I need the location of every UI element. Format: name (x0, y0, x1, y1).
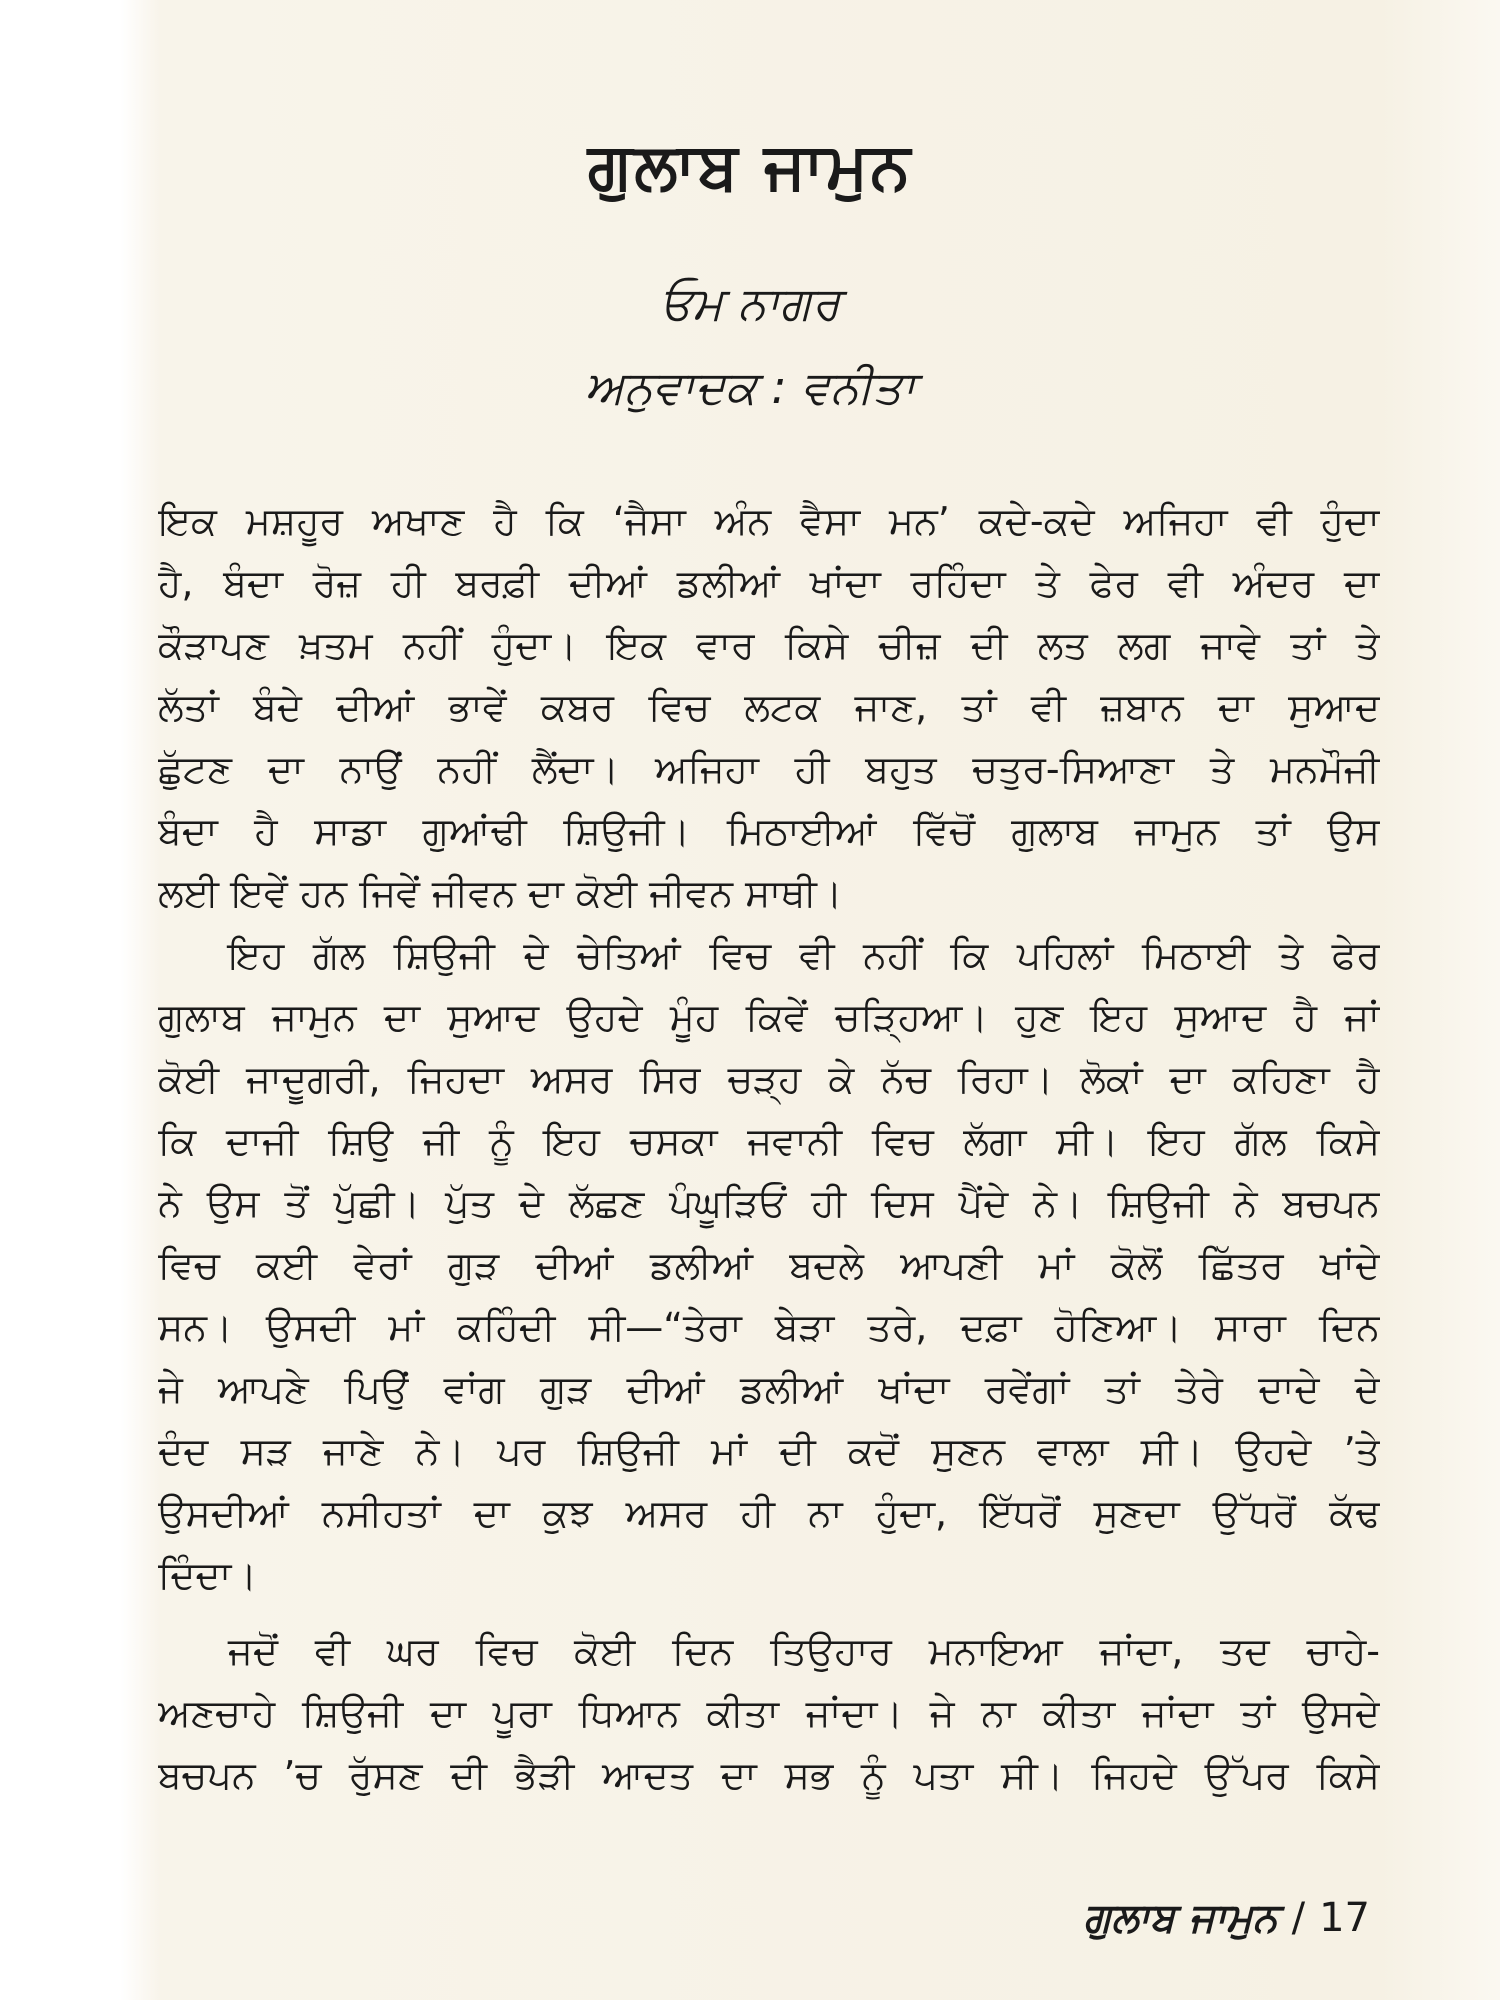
text-line: ਗੁਲਾਬ ਜਾਮੁਨ ਦਾ ਸੁਆਦ ਉਹਦੇ ਮੂੰਹ ਕਿਵੇਂ ਚੜ੍ਹਿਆ। ਹੁਣ ਇਹ ਸੁਆਦ ਹੈ ਜਾਂ (158, 995, 1380, 1039)
paragraph-gap (158, 1606, 1380, 1620)
text-line: ਨੇ ਉਸ ਤੋਂ ਪੁੱਛੀ। ਪੁੱਤ ਦੇ ਲੱਛਣ ਪੰਘੂੜਿਓਂ ਹੀ ਦਿਸ ਪੈਂਦੇ ਨੇ। ਸ਼ਿਉਜੀ ਨੇ ਬਚਪਨ (158, 1181, 1380, 1225)
text-line: ਉਸਦੀਆਂ ਨਸੀਹਤਾਂ ਦਾ ਕੁਝ ਅਸਰ ਹੀ ਨਾ ਹੁੰਦਾ, ਇੱਧਰੋਂ ਸੁਣਦਾ ਉੱਧਰੋਂ ਕੱਢ (158, 1491, 1380, 1535)
text-line: ਕੌੜਾਪਣ ਖ਼ਤਮ ਨਹੀਂ ਹੁੰਦਾ। ਇਕ ਵਾਰ ਕਿਸੇ ਚੀਜ਼ ਦੀ ਲਤ ਲਗ ਜਾਵੇ ਤਾਂ ਤੇ (158, 623, 1380, 667)
text-line: ਜਦੋਂ ਵੀ ਘਰ ਵਿਚ ਕੋਈ ਦਿਨ ਤਿਉਹਾਰ ਮਨਾਇਆ ਜਾਂਦਾ, ਤਦ ਚਾਹੇ- (228, 1629, 1380, 1673)
text-line: ਬੰਦਾ ਹੈ ਸਾਡਾ ਗੁਆਂਢੀ ਸ਼ਿਉਜੀ। ਮਿਠਾਈਆਂ ਵਿੱਚੋਂ ਗੁਲਾਬ ਜਾਮੁਨ ਤਾਂ ਉਸ (158, 809, 1380, 853)
text-line: ਛੁੱਟਣ ਦਾ ਨਾਉਂ ਨਹੀਂ ਲੈਂਦਾ। ਅਜਿਹਾ ਹੀ ਬਹੁਤ ਚਤੁਰ-ਸਿਆਣਾ ਤੇ ਮਨਮੌਜੀ (158, 747, 1380, 791)
text-line: ਕੋਈ ਜਾਦੂਗਰੀ, ਜਿਹਦਾ ਅਸਰ ਸਿਰ ਚੜ੍ਹ ਕੇ ਨੱਚ ਰਿਹਾ। ਲੋਕਾਂ ਦਾ ਕਹਿਣਾ ਹੈ (158, 1057, 1380, 1101)
paragraph-3 (158, 1620, 1380, 1806)
text-line: ਜੇ ਆਪਣੇ ਪਿਉਂ ਵਾਂਗ ਗੁੜ ਦੀਆਂ ਡਲੀਆਂ ਖਾਂਦਾ ਰਵੇਂਗਾਂ ਤਾਂ ਤੇਰੇ ਦਾਦੇ ਦੇ (158, 1367, 1380, 1411)
page-number: 17 (1319, 1895, 1370, 1941)
footer-separator: / (1291, 1895, 1306, 1941)
text-line: ਲਈ ਇਵੇਂ ਹਨ ਜਿਵੇਂ ਜੀਵਨ ਦਾ ਕੋਈ ਜੀਵਨ ਸਾਥੀ। (158, 871, 843, 915)
page-footer (1084, 1888, 1370, 1948)
running-title: ਗੁਲਾਬ ਜਾਮੁਨ (1083, 1895, 1278, 1941)
text-line: ਦੰਦ ਸੜ ਜਾਣੇ ਨੇ। ਪਰ ਸ਼ਿਉਜੀ ਮਾਂ ਦੀ ਕਦੋਂ ਸੁਣਨ ਵਾਲਾ ਸੀ। ਉਹਦੇ ’ਤੇ (158, 1429, 1380, 1473)
text-line: ਕਿ ਦਾਜੀ ਸ਼ਿਉ ਜੀ ਨੂੰ ਇਹ ਚਸਕਾ ਜਵਾਨੀ ਵਿਚ ਲੱਗਾ ਸੀ। ਇਹ ਗੱਲ ਕਿਸੇ (158, 1119, 1380, 1163)
chapter-title: ਗੁਲਾਬ ਜਾਮੁਨ (587, 130, 913, 204)
author-name: ਓਮ ਨਾਗਰ (659, 276, 841, 330)
body-text (158, 490, 1380, 1806)
translator-credit: ਅਨੁਵਾਦਕ : ਵਨੀਤਾ (584, 360, 916, 414)
text-line: ਦਿੰਦਾ। (158, 1553, 258, 1597)
text-line: ਹੈ, ਬੰਦਾ ਰੋਜ਼ ਹੀ ਬਰਫ਼ੀ ਦੀਆਂ ਡਲੀਆਂ ਖਾਂਦਾ ਰਹਿੰਦਾ ਤੇ ਫੇਰ ਵੀ ਅੰਦਰ ਦਾ (158, 561, 1380, 605)
text-line: ਸਨ। ਉਸਦੀ ਮਾਂ ਕਹਿੰਦੀ ਸੀ—“ਤੇਰਾ ਬੇੜਾ ਤਰੇ, ਦਫ਼ਾ ਹੋਣਿਆ। ਸਾਰਾ ਦਿਨ (158, 1305, 1380, 1349)
text-line: ਇਹ ਗੱਲ ਸ਼ਿਉਜੀ ਦੇ ਚੇਤਿਆਂ ਵਿਚ ਵੀ ਨਹੀਂ ਕਿ ਪਹਿਲਾਂ ਮਿਠਾਈ ਤੇ ਫੇਰ (228, 933, 1380, 977)
text-line: ਬਚਪਨ ’ਚ ਰੁੱਸਣ ਦੀ ਭੈੜੀ ਆਦਤ ਦਾ ਸਭ ਨੂੰ ਪਤਾ ਸੀ। ਜਿਹਦੇ ਉੱਪਰ ਕਿਸੇ (158, 1753, 1380, 1797)
text-line: ਇਕ ਮਸ਼ਹੂਰ ਅਖਾਣ ਹੈ ਕਿ ‘ਜੈਸਾ ਅੰਨ ਵੈਸਾ ਮਨ’ ਕਦੇ-ਕਦੇ ਅਜਿਹਾ ਵੀ ਹੁੰਦਾ (158, 499, 1380, 543)
paragraph-1 (158, 490, 1380, 924)
paragraph-2 (158, 924, 1380, 1606)
text-line: ਅਣਚਾਹੇ ਸ਼ਿਉਜੀ ਦਾ ਪੂਰਾ ਧਿਆਨ ਕੀਤਾ ਜਾਂਦਾ। ਜੇ ਨਾ ਕੀਤਾ ਜਾਂਦਾ ਤਾਂ ਉਸਦੇ (158, 1691, 1380, 1735)
text-line: ਵਿਚ ਕਈ ਵੇਰਾਂ ਗੁੜ ਦੀਆਂ ਡਲੀਆਂ ਬਦਲੇ ਆਪਣੀ ਮਾਂ ਕੋਲੋਂ ਛਿੱਤਰ ਖਾਂਦੇ (158, 1243, 1380, 1287)
text-line: ਲੱਤਾਂ ਬੰਦੇ ਦੀਆਂ ਭਾਵੇਂ ਕਬਰ ਵਿਚ ਲਟਕ ਜਾਣ, ਤਾਂ ਵੀ ਜ਼ਬਾਨ ਦਾ ਸੁਆਦ (158, 685, 1380, 729)
